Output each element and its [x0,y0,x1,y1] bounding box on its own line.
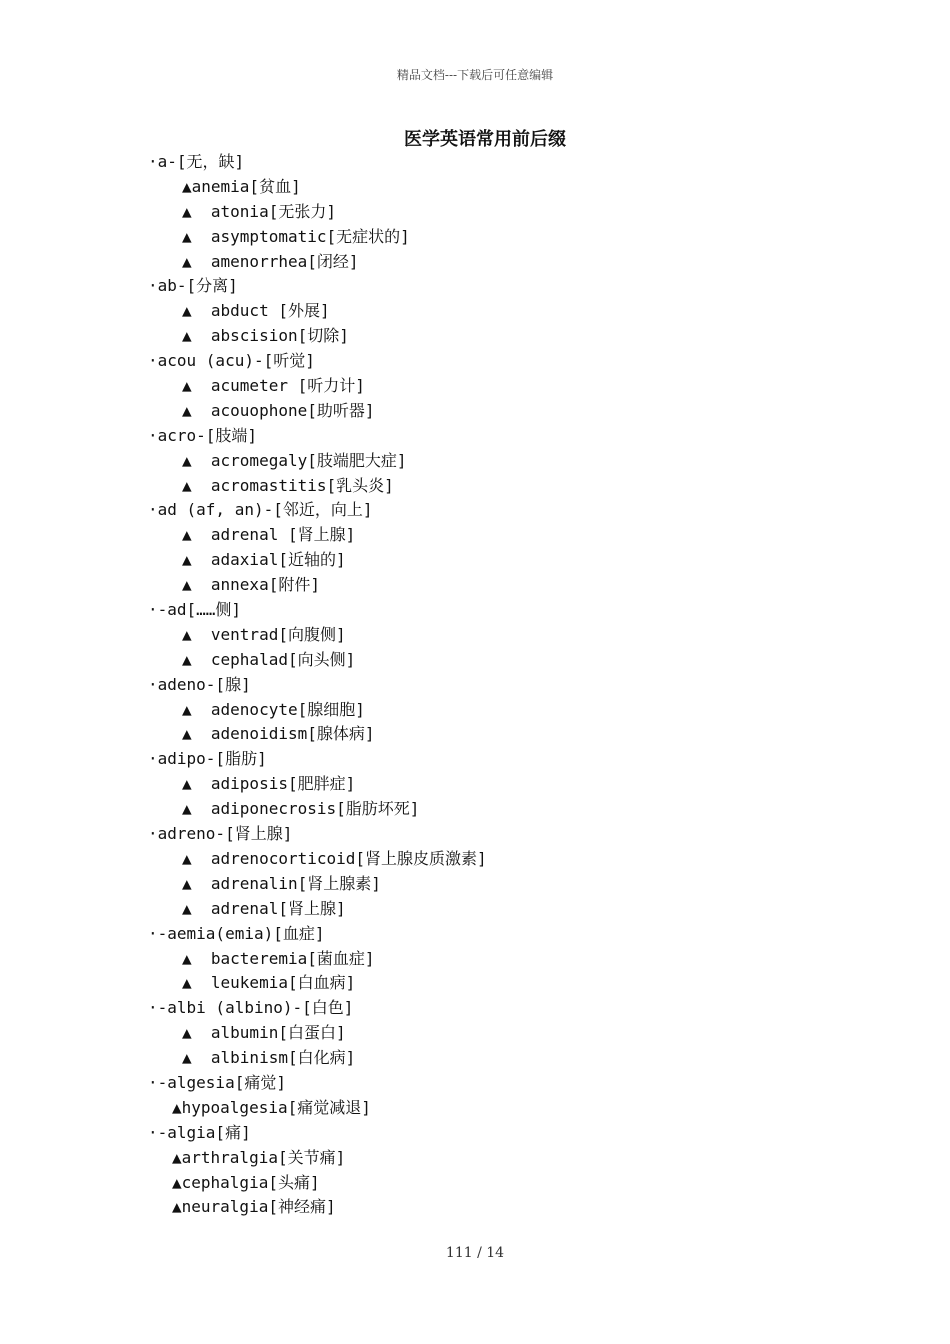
example-term: ▲ albumin[白蛋白] [182,1023,346,1043]
prefix-entry: ·-algesia[痛觉] [148,1072,286,1092]
example-term: ▲ annexa[附件] [182,575,320,595]
prefix-entry: ·acro-[肢端] [148,425,258,445]
prefix-entry: ·adeno-[腺] [148,674,251,694]
example-term: ▲ abscision[切除] [182,326,349,346]
example-term: ▲ adrenal [肾上腺] [182,525,356,545]
prefix-entry: ·ad (af, an)-[邻近，向上] [148,500,373,520]
example-term: ▲ cephalad[向头侧] [182,649,356,669]
example-term: ▲ adaxial[近轴的] [182,550,346,570]
prefix-entry: ·-ad[……侧] [148,600,242,620]
example-term: ▲anemia[贫血] [182,176,301,196]
example-term: ▲arthralgia[关节痛] [172,1147,346,1167]
example-term: ▲ adrenal[肾上腺] [182,898,346,918]
example-term: ▲ leukemia[白血病] [182,973,356,993]
example-term: ▲ amenorrhea[闭经] [182,251,359,271]
document-title: 医学英语常用前后缀 [404,129,566,150]
example-term: ▲neuralgia[神经痛] [172,1197,336,1217]
example-term: ▲hypoalgesia[痛觉减退] [172,1097,371,1117]
prefix-entry: ·-albi (albino)-[白色] [148,998,354,1018]
example-term: ▲ adenoidism[腺体病] [182,724,375,744]
prefix-entry: ·-aemia(emia)[血症] [148,923,325,943]
example-term: ▲cephalgia[头痛] [172,1172,320,1192]
example-term: ▲ asymptomatic[无症状的] [182,226,410,246]
prefix-entry: ·adipo-[脂肪] [148,749,267,769]
example-term: ▲ acromastitis[乳头炎] [182,475,394,495]
example-term: ▲ adrenalin[肾上腺素] [182,873,381,893]
page-number: 111 / 14 [445,1245,505,1261]
prefix-entry: ·a-[无，缺] [148,152,245,171]
example-term: ▲ ventrad[向腹侧] [182,624,346,644]
example-term: ▲ acouophone[助听器] [182,400,375,420]
example-term: ▲ adenocyte[腺细胞] [182,699,365,719]
example-term: ▲ adiponecrosis[脂肪坏死] [182,799,420,819]
prefix-entry: ·-algia[痛] [148,1122,251,1142]
prefix-entry: ·adreno-[肾上腺] [148,824,293,844]
example-term: ▲ adrenocorticoid[肾上腺皮质激素] [182,848,487,868]
example-term: ▲ acumeter [听力计] [182,376,365,396]
example-term: ▲ adiposis[肥胖症] [182,774,356,794]
example-term: ▲ abduct [外展] [182,301,330,321]
prefix-entry: ·acou (acu)-[听觉] [148,351,315,371]
example-term: ▲ acromegaly[肢端肥大症] [182,450,407,470]
example-term: ▲ bacteremia[菌血症] [182,948,375,968]
page-header: 精品文档---下载后可任意编辑 [396,68,554,82]
prefix-entry: ·ab-[分离] [148,276,238,296]
example-term: ▲ albinism[白化病] [182,1048,356,1068]
example-term: ▲ atonia[无张力] [182,201,336,221]
term-list [148,150,487,1220]
